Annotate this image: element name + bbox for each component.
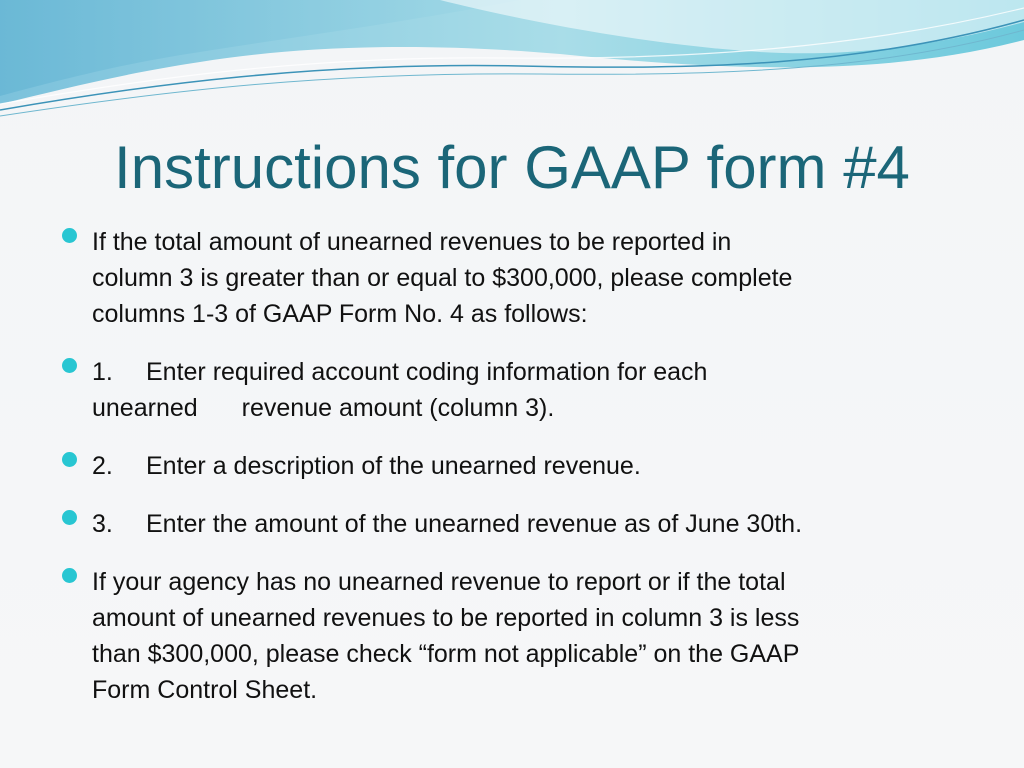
bullet-item <box>60 224 960 332</box>
step-number: 1. <box>92 358 113 386</box>
bullet-dot-icon <box>62 452 77 467</box>
bullet-dot-icon <box>62 228 77 243</box>
bullet-text: Enter required account coding information for each <box>146 358 708 386</box>
header-wave-decoration <box>0 0 1024 140</box>
bullet-dot-icon <box>62 510 77 525</box>
bullet-text: Enter the amount of the unearned revenue as of June 30th. <box>146 510 803 538</box>
bullet-text-line: If your agency has no unearned revenue to report or if the total <box>92 568 786 596</box>
bullet-item <box>60 506 960 542</box>
bullet-text-line: columns 1-3 of GAAP Form No. 4 as follows: <box>92 300 588 328</box>
bullet-item <box>60 448 960 484</box>
bullet-list <box>60 224 960 730</box>
bullet-text-line: If the total amount of unearned revenues to be reported in <box>92 228 732 256</box>
bullet-item <box>60 564 960 708</box>
bullet-text-line: amount of unearned revenues to be reported in column 3 is less <box>92 604 800 632</box>
bullet-text-line: Form Control Sheet. <box>92 676 318 704</box>
bullet-text-line: than $300,000, please check “form not applicable” on the GAAP <box>92 640 800 668</box>
bullet-text: revenue amount (column 3). <box>241 394 555 422</box>
slide-title: Instructions for GAAP form #4 <box>114 134 910 201</box>
bullet-dot-icon <box>62 568 77 583</box>
bullet-item <box>60 354 960 426</box>
bullet-text: Enter a description of the unearned revenue. <box>146 452 641 480</box>
step-number: 3. <box>92 510 113 538</box>
bullet-dot-icon <box>62 358 77 373</box>
bullet-text: unearned <box>92 394 198 422</box>
bullet-text-line: column 3 is greater than or equal to $300,000, please complete <box>92 264 793 292</box>
step-number: 2. <box>92 452 113 480</box>
